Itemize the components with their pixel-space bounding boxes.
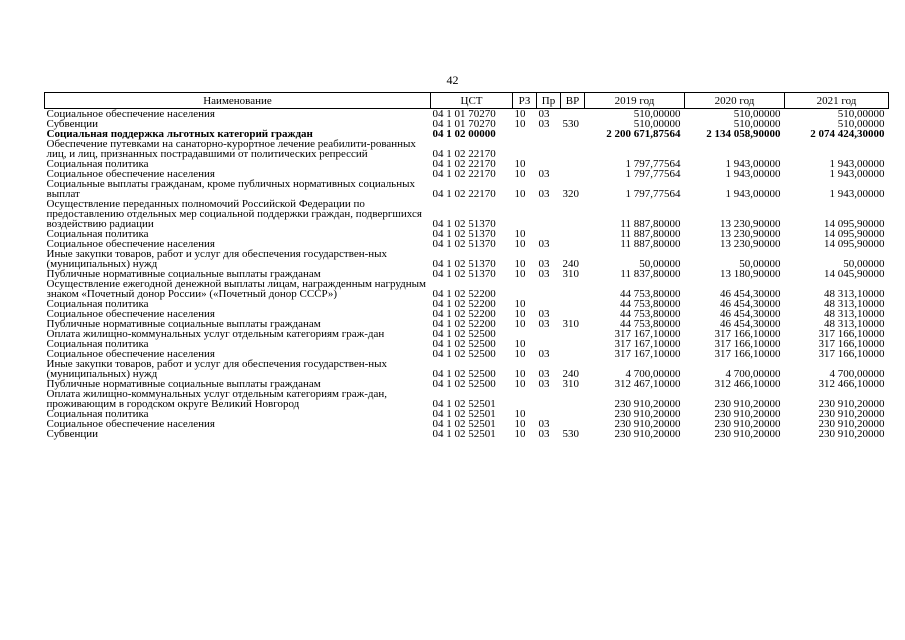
cell-cst: 04 1 02 52200: [432, 308, 496, 320]
cell-name: Социальная политика: [46, 158, 149, 170]
cell-rz: 10: [514, 368, 526, 380]
cell-y2020: 230 910,20000: [714, 398, 781, 410]
cell-y2021: 14 045,90000: [824, 268, 885, 280]
cell-y2019: 50,00000: [639, 258, 681, 270]
header-2021: 2021 год: [785, 93, 889, 109]
cell-y2020: 1 943,00000: [725, 168, 781, 180]
cell-y2021: 312 466,10000: [818, 378, 885, 390]
cell-y2019: 11 887,80000: [620, 238, 681, 250]
cell-y2021: 1 943,00000: [829, 188, 885, 200]
cell-vr: [561, 389, 585, 409]
header-rz: РЗ: [513, 93, 537, 109]
cell-y2021: 48 313,10000: [824, 318, 885, 330]
cell-y2021: 14 095,90000: [824, 228, 885, 240]
cell-vr: 310: [562, 318, 579, 330]
budget-table: [44, 92, 889, 439]
cell-name: Социальная политика: [46, 408, 149, 420]
cell-rz: [513, 389, 537, 409]
cell-name: Социальное обеспечение населения: [46, 418, 215, 430]
cell-y2020: 312 466,10000: [714, 378, 781, 390]
cell-cst: 04 1 02 52500: [432, 338, 496, 350]
cell-cst: 04 1 02 51370: [432, 258, 496, 270]
cell-y2020: 2 134 058,90000: [706, 128, 781, 140]
cell-y2019: 230 910,20000: [614, 418, 681, 430]
cell-name: Социальная политика: [46, 228, 149, 240]
cell-name: Оплата жилищно-коммунальных услуг отдельным категориям граж-дан: [46, 328, 385, 340]
cell-name: Оплата жилищно-коммунальных услуг отдельным категориям граж-дан, проживающим в городском округе Великий Новгород: [46, 388, 388, 410]
cell-y2020: 510,00000: [733, 118, 781, 130]
cell-pr: 03: [538, 378, 550, 390]
cell-rz: 10: [514, 258, 526, 270]
cell-y2019: 317 167,10000: [614, 348, 681, 360]
cell-y2019: 1 797,77564: [625, 168, 681, 180]
cell-cst: 04 1 02 51370: [432, 268, 496, 280]
cell-y2019: 230 910,20000: [614, 398, 681, 410]
cell-pr: [537, 389, 561, 409]
cell-rz: 10: [514, 428, 526, 440]
cell-pr: 03: [538, 238, 550, 250]
cell-y2021: 510,00000: [837, 108, 885, 120]
cell-rz: 10: [514, 308, 526, 320]
cell-y2019: 11 887,80000: [620, 228, 681, 240]
cell-cst: 04 1 02 52200: [432, 298, 496, 310]
cell-pr: [537, 199, 561, 229]
cell-y2019: 510,00000: [633, 108, 681, 120]
cell-y2021: 48 313,10000: [824, 308, 885, 320]
cell-y2021: 14 095,90000: [824, 238, 885, 250]
cell-rz: 10: [514, 298, 526, 310]
cell-y2020: 50,00000: [739, 258, 781, 270]
cell-vr: 240: [562, 368, 579, 380]
cell-vr: 530: [562, 428, 579, 440]
cell-vr: [561, 349, 585, 359]
cell-y2019: 1 797,77564: [625, 188, 681, 200]
header-name: Наименование: [45, 93, 431, 109]
cell-rz: [513, 139, 537, 159]
cell-y2020: 46 454,30000: [720, 318, 781, 330]
cell-name: Обеспечение путевками на санаторно-курортное лечение реабилити-рованных лиц, и лиц, признанных пострадавшими от политических репрессий: [46, 138, 416, 160]
cell-y2021: 510,00000: [837, 118, 885, 130]
cell-cst: 04 1 02 52500: [432, 368, 496, 380]
table-header-row: [45, 93, 889, 109]
cell-vr: [561, 229, 585, 239]
cell-rz: 10: [514, 338, 526, 350]
cell-y2021: [785, 139, 889, 159]
cell-y2021: 230 910,20000: [818, 408, 885, 420]
cell-rz: [513, 279, 537, 299]
cell-rz: 10: [514, 188, 526, 200]
cell-y2021: 317 166,10000: [818, 348, 885, 360]
cell-pr: 03: [538, 268, 550, 280]
cell-cst: 04 1 01 70270: [432, 108, 496, 120]
cell-y2019: 312 467,10000: [614, 378, 681, 390]
cell-y2020: 317 166,10000: [714, 348, 781, 360]
cell-rz: [513, 129, 537, 139]
header-vr: ВР: [561, 93, 585, 109]
cell-pr: 03: [538, 308, 550, 320]
cell-cst: 04 1 02 22170: [432, 168, 496, 180]
cell-cst: 04 1 02 52501: [432, 428, 496, 440]
cell-cst: 04 1 01 70270: [432, 118, 496, 130]
cell-vr: 310: [562, 268, 579, 280]
table-row: [45, 139, 889, 159]
cell-pr: 03: [538, 258, 550, 270]
cell-name: Социальное обеспечение населения: [46, 108, 215, 120]
cell-rz: 10: [514, 228, 526, 240]
cell-pr: 03: [538, 368, 550, 380]
cell-name: Публичные нормативные социальные выплаты гражданам: [46, 378, 321, 390]
cell-y2020: 510,00000: [733, 108, 781, 120]
cell-pr: [537, 279, 561, 299]
cell-y2019: 317 167,10000: [614, 338, 681, 350]
cell-y2021: 2 074 424,30000: [810, 128, 885, 140]
cell-rz: 10: [514, 238, 526, 250]
cell-y2019: [585, 139, 685, 159]
cell-y2019: 44 753,80000: [620, 288, 681, 300]
cell-y2021: 4 700,00000: [829, 368, 885, 380]
cell-vr: [561, 279, 585, 299]
cell-cst: 04 1 02 51370: [432, 228, 496, 240]
cell-vr: [561, 339, 585, 349]
cell-vr: [561, 169, 585, 179]
cell-y2020: 46 454,30000: [720, 298, 781, 310]
cell-cst: 04 1 02 52500: [432, 348, 496, 360]
cell-y2019: 11 837,80000: [620, 268, 681, 280]
cell-y2021: 48 313,10000: [824, 298, 885, 310]
cell-cst: 04 1 02 22170: [432, 158, 496, 170]
cell-name: Социальное обеспечение населения: [46, 238, 215, 250]
cell-y2019: 317 167,10000: [614, 328, 681, 340]
cell-y2019: 11 887,80000: [620, 218, 681, 230]
table-row: [45, 429, 889, 439]
cell-y2019: 44 753,80000: [620, 298, 681, 310]
cell-y2021: 50,00000: [843, 258, 885, 270]
table-row: [45, 249, 889, 269]
cell-name: Социальная поддержка льготных категорий граждан: [46, 128, 313, 140]
cell-cst: 04 1 02 52501: [432, 418, 496, 430]
cell-pr: 03: [538, 348, 550, 360]
cell-rz: 10: [514, 348, 526, 360]
cell-y2020: 4 700,00000: [725, 368, 781, 380]
cell-y2020: 13 180,90000: [720, 268, 781, 280]
cell-y2020: 1 943,00000: [725, 158, 781, 170]
header-2019: 2019 год: [585, 93, 685, 109]
cell-rz: 10: [514, 408, 526, 420]
table-row: [45, 359, 889, 379]
cell-y2019: 44 753,80000: [620, 308, 681, 320]
cell-y2020: 13 230,90000: [720, 238, 781, 250]
header-2020: 2020 год: [685, 93, 785, 109]
cell-y2020: 13 230,90000: [720, 218, 781, 230]
cell-y2020: 13 230,90000: [720, 228, 781, 240]
cell-rz: 10: [514, 378, 526, 390]
cell-pr: 03: [538, 428, 550, 440]
table-row: [45, 389, 889, 409]
cell-vr: [561, 329, 585, 339]
cell-rz: 10: [514, 318, 526, 330]
cell-name: Осуществление ежегодной денежной выплаты лицам, награжденным нагрудным знаком «Почетный донор России» («Почетный донор СССР»): [46, 278, 426, 300]
cell-name: Социальные выплаты гражданам, кроме публичных нормативных социальных выплат: [46, 178, 415, 200]
cell-y2019: 44 753,80000: [620, 318, 681, 330]
cell-y2021: 1 943,00000: [829, 168, 885, 180]
page-number: 42: [446, 73, 459, 87]
cell-vr: 240: [562, 258, 579, 270]
cell-name: Публичные нормативные социальные выплаты гражданам: [46, 268, 321, 280]
table-body: [45, 109, 889, 440]
cell-rz: 10: [514, 268, 526, 280]
cell-y2020: 46 454,30000: [720, 288, 781, 300]
cell-y2020: 46 454,30000: [720, 308, 781, 320]
cell-vr: [561, 199, 585, 229]
cell-rz: 10: [514, 418, 526, 430]
cell-vr: [561, 409, 585, 419]
cell-pr: 03: [538, 418, 550, 430]
cell-vr: [561, 159, 585, 169]
cell-cst: 04 1 02 52501: [432, 408, 496, 420]
cell-name: Социальное обеспечение населения: [46, 348, 215, 360]
cell-name: Социальная политика: [46, 298, 149, 310]
cell-pr: 03: [538, 318, 550, 330]
table-row: [45, 199, 889, 229]
cell-y2019: 4 700,00000: [625, 368, 681, 380]
cell-y2019: 230 910,20000: [614, 428, 681, 440]
cell-cst: 04 1 02 52200: [432, 288, 496, 300]
cell-y2021: 48 313,10000: [824, 288, 885, 300]
cell-vr: [561, 139, 585, 159]
cell-y2019: 1 797,77564: [625, 158, 681, 170]
cell-y2019: 510,00000: [633, 118, 681, 130]
cell-y2019: 2 200 671,87564: [606, 128, 681, 140]
cell-name: Субвенции: [46, 428, 99, 440]
cell-name: Социальное обеспечение населения: [46, 168, 215, 180]
cell-pr: 03: [538, 108, 550, 120]
cell-vr: [561, 299, 585, 309]
cell-rz: [513, 199, 537, 229]
cell-name: Иные закупки товаров, работ и услуг для обеспечения государствен-ных (муниципальных) нужд: [46, 248, 388, 270]
cell-y2020: 230 910,20000: [714, 418, 781, 430]
cell-vr: 530: [562, 118, 579, 130]
cell-vr: 310: [562, 378, 579, 390]
cell-vr: 320: [562, 188, 579, 200]
cell-pr: [537, 329, 561, 339]
table-row: [45, 279, 889, 299]
cell-y2020: 230 910,20000: [714, 428, 781, 440]
cell-cst: 04 1 02 51370: [432, 218, 496, 230]
cell-name: Субвенции: [46, 118, 99, 130]
cell-name: Иные закупки товаров, работ и услуг для обеспечения государствен-ных (муниципальных) нужд: [46, 358, 388, 380]
cell-cst: 04 1 02 22170: [432, 148, 496, 160]
cell-y2019: 230 910,20000: [614, 408, 681, 420]
header-cst: ЦСТ: [431, 93, 513, 109]
cell-y2021: 230 910,20000: [818, 428, 885, 440]
cell-y2021: 1 943,00000: [829, 158, 885, 170]
cell-name: Осуществление переданных полномочий Российской Федерации по предоставлению отдельных мер социальной поддержки граждан, подвергшихся воздействию радиации: [46, 198, 422, 230]
cell-y2021: 317 166,10000: [818, 328, 885, 340]
cell-cst: 04 1 02 52200: [432, 318, 496, 330]
cell-cst: 04 1 02 00000: [432, 128, 496, 140]
cell-cst: 04 1 02 52501: [432, 398, 496, 410]
cell-rz: 10: [514, 108, 526, 120]
cell-y2020: 317 166,10000: [714, 328, 781, 340]
cell-rz: 10: [514, 118, 526, 130]
cell-name: Публичные нормативные социальные выплаты гражданам: [46, 318, 321, 330]
cell-pr: 03: [538, 188, 550, 200]
cell-y2020: 230 910,20000: [714, 408, 781, 420]
cell-vr: [561, 129, 585, 139]
cell-cst: 04 1 02 52500: [432, 328, 496, 340]
cell-y2020: 1 943,00000: [725, 188, 781, 200]
cell-y2021: 230 910,20000: [818, 398, 885, 410]
cell-y2021: 230 910,20000: [818, 418, 885, 430]
cell-pr: [537, 129, 561, 139]
cell-y2021: 317 166,10000: [818, 338, 885, 350]
cell-name: Социальное обеспечение населения: [46, 308, 215, 320]
cell-cst: 04 1 02 51370: [432, 238, 496, 250]
cell-pr: [537, 139, 561, 159]
cell-y2021: 14 095,90000: [824, 218, 885, 230]
cell-y2020: [685, 139, 785, 159]
cell-name: Социальная политика: [46, 338, 149, 350]
cell-rz: 10: [514, 158, 526, 170]
table-row: [45, 179, 889, 199]
cell-pr: 03: [538, 168, 550, 180]
cell-cst: 04 1 02 22170: [432, 188, 496, 200]
cell-vr: [561, 239, 585, 249]
cell-y2020: 317 166,10000: [714, 338, 781, 350]
cell-rz: 10: [514, 168, 526, 180]
cell-pr: 03: [538, 118, 550, 130]
cell-cst: 04 1 02 52500: [432, 378, 496, 390]
header-pr: Пр: [537, 93, 561, 109]
